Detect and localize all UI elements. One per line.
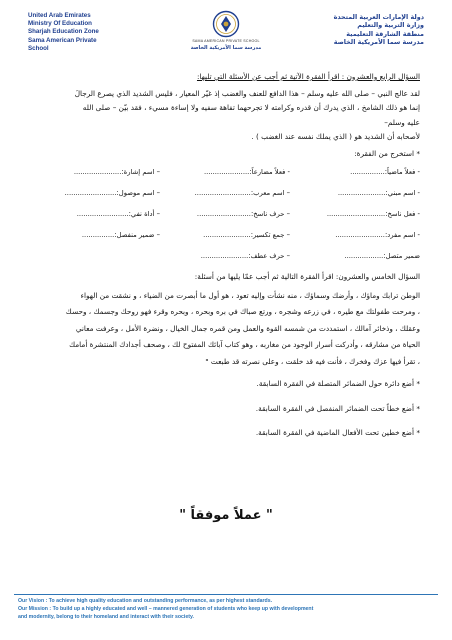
extraction-grid bbox=[30, 167, 420, 262]
extraction-item bbox=[160, 209, 290, 220]
answer-blank: ................ bbox=[350, 168, 385, 176]
paragraph-line: عليه وسلم– bbox=[384, 117, 420, 127]
extraction-item bbox=[30, 209, 160, 220]
item-label: - فعلاً مضارعاً: bbox=[249, 168, 290, 176]
paragraph-line: لأصحابه أن الشديد هو ( الذي يملك نفسه عند الغضب ) . bbox=[251, 132, 420, 141]
item-label: ضمير متصل: bbox=[383, 252, 420, 260]
paragraph-line: وعقلك ، وذخائر آمالك ، استمددت من شمسه القوة والعمل ومن قمره جمال الخيال ، ونضرة الأمل ، وعرفت معاني bbox=[75, 323, 420, 333]
header-ar-line: منطقة الشارقة التعليمية bbox=[346, 29, 424, 38]
extraction-item bbox=[160, 230, 290, 241]
item-label: – اسم معرب: bbox=[250, 189, 290, 197]
question-24-title: السؤال الرابع والعشرون : اقرأ الفقرة الآتية ثم أجب عن الأسئلة التي تليها: bbox=[196, 72, 420, 81]
paragraph-line: إنما هو ذلك الشامخ ، الذي يدرك أن قدره وكرامته لا تجرحهما تفاهة سفيه ولا إساءة مسيء ، فقد بيّن – صلى الله bbox=[82, 103, 420, 112]
answer-blank: ...................... bbox=[337, 189, 386, 197]
footer-divider bbox=[14, 594, 438, 595]
extraction-row bbox=[30, 188, 420, 199]
extraction-item bbox=[30, 167, 160, 178]
extraction-item bbox=[160, 167, 290, 178]
answer-blank: ........................... bbox=[326, 210, 386, 218]
paragraph-line: لقد عالج النبي – صلى الله عليه وسلم – هذا الدافع للعنف والغضب إذ غيّر المعيار ، فليس الشديد الذي يصرع الرجالَ bbox=[74, 88, 420, 98]
worksheet-body bbox=[30, 72, 420, 447]
header-ar-line: مدرسة سما الأمريكية الخاصة bbox=[333, 38, 424, 47]
answer-blank: ..................... bbox=[203, 168, 250, 176]
header-en-line: Sama American Private bbox=[28, 36, 97, 44]
school-header-arabic bbox=[304, 13, 424, 47]
header-en-line: Ministry Of Education bbox=[28, 20, 92, 28]
extraction-item bbox=[290, 167, 420, 178]
answer-blank: ...................... bbox=[203, 231, 251, 239]
header-en-line: United Arab Emirates bbox=[28, 12, 91, 19]
item-label: – حرف ناسخ: bbox=[250, 210, 290, 218]
paragraph-line: الوطن ترابك وماؤك ، وأرضك وسماؤك ، منه نشأت وإليه تعود ، هو أول ما أبصرت من الضياء ، و نشقت من الهواء bbox=[80, 290, 420, 300]
extraction-row bbox=[30, 230, 420, 241]
task-item: * أضع خطين تحت الأفعال الماضية في الفقرة السابقة. bbox=[255, 428, 420, 437]
header-ar-line: وزارة التربية والتعليم bbox=[357, 21, 424, 30]
item-label: - فعلاً ماضياً: bbox=[384, 168, 420, 176]
header-en-line: School bbox=[28, 44, 49, 52]
answer-blank: ....................... bbox=[335, 231, 385, 239]
answer-blank: ........................ bbox=[64, 189, 117, 197]
logo-caption-arabic: مدرسة سما الأمريكية الخاصة bbox=[190, 45, 262, 51]
header-ar-line: دولة الإمارات العربية المتحدة bbox=[333, 13, 424, 21]
extract-instruction: * استخرج من الفقرة: bbox=[354, 148, 420, 158]
extraction-row bbox=[30, 167, 420, 178]
item-label: – أداة نفي: bbox=[128, 210, 160, 218]
item-label: - اسم مبني: bbox=[385, 189, 420, 197]
mission-statement: Our Mission : To build up a highly educated and well – mannered generation of students who keep up with development bbox=[18, 605, 314, 612]
extraction-item bbox=[30, 251, 160, 262]
logo-caption-english: SAMA AMERICAN PRIVATE SCHOOL bbox=[192, 39, 260, 43]
item-label: – اسم إشارة: bbox=[121, 168, 160, 176]
school-crest-icon bbox=[212, 10, 240, 38]
question-25-title: السؤال الخامس والعشرون: اقرأ الفقرة التالية ثم أجب عمّا يليها من أسئلة: bbox=[194, 272, 420, 281]
extraction-item bbox=[290, 209, 420, 220]
answer-blank: ...................... bbox=[200, 252, 249, 260]
question-25-paragraph bbox=[30, 291, 420, 368]
item-label: – اسم موصول: bbox=[116, 189, 160, 197]
extraction-item bbox=[290, 251, 420, 262]
task-item: * أضع دائرة حول الضمائر المتصلة في الفقرة السابقة. bbox=[256, 379, 420, 388]
item-label: - فعل ناسخ: bbox=[385, 210, 420, 218]
item-label: – جمع تكسير: bbox=[250, 231, 290, 239]
school-logo bbox=[188, 10, 264, 56]
vision-statement: Our Vision : To achieve high quality education and outstanding performance, as per highest standards. bbox=[18, 598, 273, 604]
closing-phrase: " عملاً موفقاً " bbox=[179, 508, 273, 523]
answer-blank: .......................... bbox=[194, 189, 251, 197]
question-24-paragraph bbox=[30, 89, 420, 143]
extraction-item bbox=[290, 230, 420, 241]
paragraph-line: ، تقرأ فيها عزك وفخرك ، فأنت فيه قد خلقت ، وعلى نصرته قد طبعت " bbox=[205, 356, 420, 366]
extraction-item bbox=[290, 188, 420, 199]
extraction-row bbox=[30, 209, 420, 220]
paragraph-line: الحياة من مشارقه ، وأدركت أسرار الوجود من مغاربه ، وهو كتاب آبائك المفتوح لك ، وصحف أجدادك المنتشرة أمامك bbox=[69, 340, 420, 349]
extraction-item bbox=[30, 188, 160, 199]
paragraph-line: ، ومرحت طفولتك مع طيره ، في زرعه وشجره ، ورتع صباك في بره وبحره ، وبحره وقرء فهو روحك وجسمك ، وحسك bbox=[65, 307, 420, 316]
answer-blank: ........................ bbox=[76, 210, 129, 218]
header-en-line: Sharjah Education Zone bbox=[28, 28, 99, 36]
task-item: * أضع خطاً تحت الضمائر المنفصل في الفقرة السابقة. bbox=[255, 403, 420, 413]
answer-blank: ............... bbox=[81, 231, 115, 239]
extraction-item bbox=[30, 230, 160, 241]
answer-blank: ...................... bbox=[73, 168, 122, 176]
answer-blank: .................. bbox=[344, 252, 384, 260]
item-label: – ضمير منفصل: bbox=[114, 231, 160, 239]
school-header-english bbox=[28, 12, 158, 53]
mission-statement-continued: and modernity, belong to their homeland and interact with their society. bbox=[18, 613, 194, 620]
extraction-row bbox=[30, 251, 420, 262]
answer-blank: ......................... bbox=[196, 210, 251, 218]
item-label: – حرف عطف: bbox=[248, 252, 290, 260]
extraction-item bbox=[160, 188, 290, 199]
extraction-item bbox=[160, 251, 290, 262]
item-label: - اسم مفرد: bbox=[384, 231, 420, 239]
vision-mission-footer bbox=[18, 598, 438, 621]
